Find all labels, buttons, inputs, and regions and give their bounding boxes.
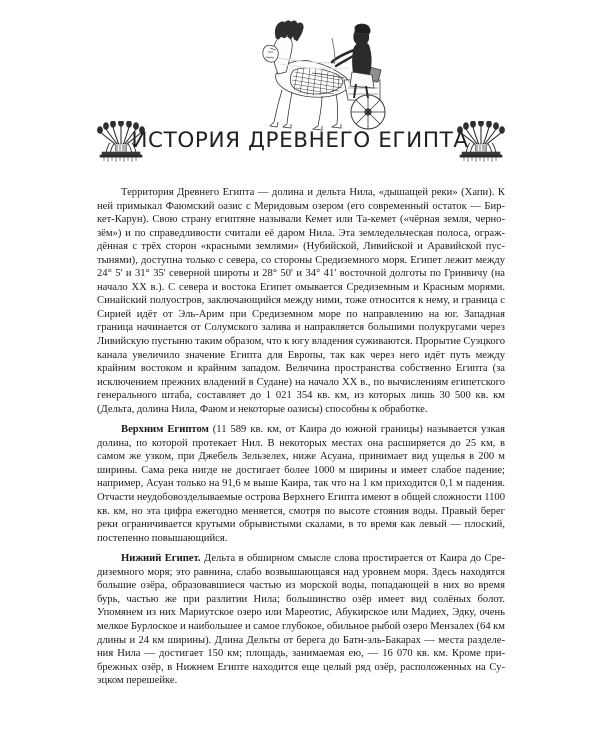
document-header	[0, 0, 600, 182]
paragraph-2-text: (11 589 кв. км, от Каира до южной границы) называется узкая долина, по которой протекает Нил. В некоторых местах она расширяется до 25 км, в самом же узком, при Джебель Зельзелех, ниже Асуана, принимает вид ущелья в 200 м ширины. Сама река нигде не достигает более 1000 м ширины и имеет слабое падение; например, Асуан только на 91,6 м выше Каира, так что на 1 км приходится 0,1 м падения. Отчасти неудобовозделываемые острова Верхнего Египта имеют в общей сложности 1100 кв. км, но эта цифра ежегодно меняется, смотря по высоте стояния воды. Правый берег реки ограничивается крутыми обрывистыми скалами, в то время как левый — плоский, постепенно повышающийся.	[97, 424, 505, 544]
paragraph-1	[97, 186, 505, 416]
egyptian-chariot-illustration	[248, 18, 398, 140]
paragraph-3-lead: Нижний Египет.	[121, 553, 201, 565]
paragraph-2	[97, 423, 505, 545]
paragraph-3	[97, 552, 505, 687]
paragraph-2-lead: Верхним Египтом	[121, 424, 209, 436]
paragraph-3-text: Дельта в обширном смысле слова простирается от Каира до Средиземного моря; это равнина, слабо возвышающаяся над уровнем моря. Здесь находятся большие озёра, образовавшиеся частью из морской воды, попадающей в них во время бурь, частью же при разлитии Нила; большинство озёр имеет вид солёных болот. Упомянем из них Мариутское озеро или Мареотис, Абукирское или Мадиех, Эдку, очень мелкое Бурлоское и наибольшее и самое глубокое, обильное рыбой озеро Мензалех (64 км длины и 24 км ширины). Длина Дельты от берега до Батн-эль-Бакарах — места разделения Нила — достигает 150 км; площадь, занимаемая ею, — 16 070 кв. км. Кроме прибрежных озёр, в Нижнем Египте находится еще целый ряд озёр, расположенных на Суэцком перешейке.	[97, 553, 505, 687]
article-body	[97, 186, 505, 688]
page-title: ИСТОРИЯ ДРЕВНЕГО ЕГИПТА	[131, 128, 469, 153]
paragraph-1-text: Территория Древнего Египта — долина и дельта Нила, «дышащей реки» (Хапи). К ней примыкал Фаюмский оазис с Меридовым озером (его современный остаток — Биркет-Карун). Свою страну египтяне называли Кемет или Та-кемет («чёрная земля, чернозём») и по справедливости считали её даром Нила. Эта земледельческая полоса, ограждённая с трёх сторон «красными землями» (Нубийской, Ливийской и Аравийской пустынями), доступна только с севера, со стороны Средиземного моря. Египет лежит между 24° 5' и 31° 35' северной широты и 28° 50' и 34° 41' восточной долготы по Гринвичу (на начало XX в.). С севера и востока Египет омывается Средиземным и Красным морями. Синайский полуостров, заключающийся между ними, тоже относится к нему, и граница с Сирией идёт от Эль-Арим при Средиземном море по направлению на юг. Западная граница начинается от Солумского залива и направляется большими полукругами через Ливийскую пустыню таким образом, что к югу владения суживаются. Прорытие Суэцкого канала увеличило значение Египта для Европы, так как через него идёт путь между крайним востоком и крайним западом. Величина пространства собственно Египта (за исключением прежних владений в Судане) на начало XX в., по вычислениям египетского генерального штаба, составляет до 1 021 354 кв. км, из которых лишь 30 500 кв. км (Дельта, долина Нила, Фаюм и некоторые оазисы) способны к обработке.	[97, 187, 505, 415]
